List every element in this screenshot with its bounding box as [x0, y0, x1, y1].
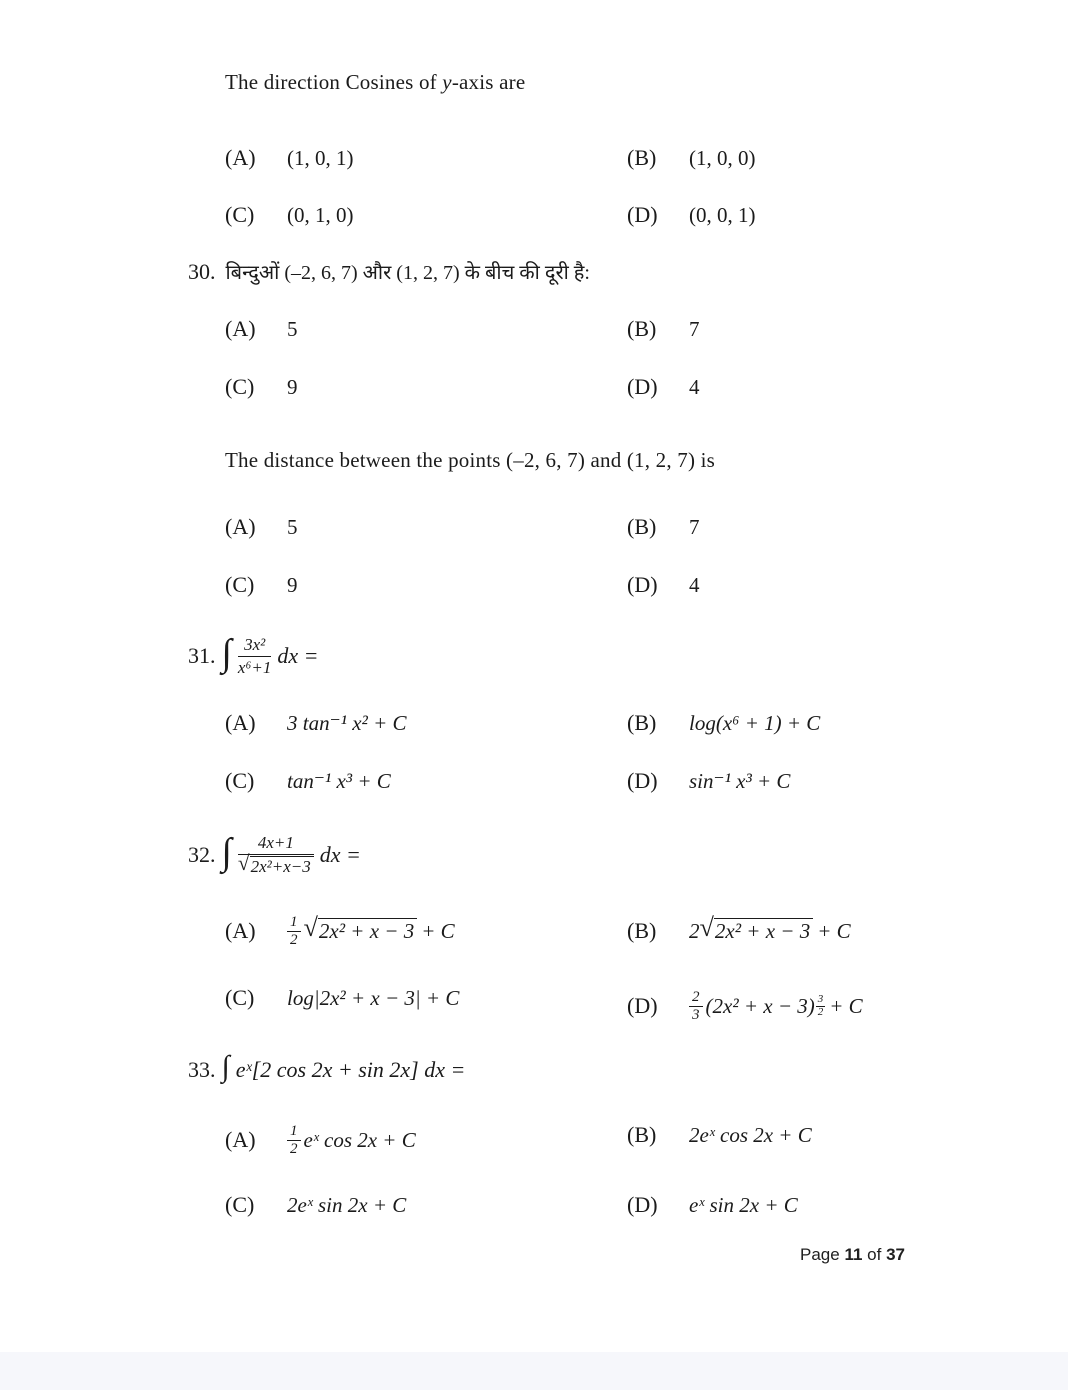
page-number: 11 [844, 1245, 863, 1264]
q32-option-c [225, 985, 459, 1011]
radical-sign: √ [699, 912, 714, 942]
base-expression: (2x² + x − 3) [705, 993, 815, 1018]
q29-option-c [225, 202, 354, 228]
option-value: (0, 1, 0) [287, 203, 354, 227]
exponent-fraction [816, 994, 826, 1018]
question-29-title-pre: The direction Cosines of [225, 70, 443, 94]
q33-option-a [225, 1118, 416, 1162]
q30e-option-b [627, 514, 700, 540]
q30e-option-c [225, 572, 298, 598]
fraction-denominator: 2 [290, 931, 298, 948]
q29-option-b [627, 145, 756, 171]
page-footer [800, 1245, 905, 1265]
fraction-numerator: 1 [287, 914, 301, 932]
option-value: log(x⁶ + 1) + C [689, 711, 821, 735]
q33-option-c [225, 1192, 406, 1218]
option-letter: (C) [225, 768, 255, 793]
option-letter: (A) [225, 514, 256, 539]
question-29-title [225, 70, 525, 95]
square-root [237, 850, 314, 877]
exponent-denominator: 2 [817, 1005, 824, 1018]
q31-option-b [627, 710, 820, 736]
fraction-denominator: x⁶+1 [237, 657, 272, 677]
option-value: (1, 0, 1) [287, 146, 354, 170]
fraction [238, 833, 314, 877]
question-number: 32. [188, 842, 216, 867]
q32-option-a [225, 905, 455, 957]
integral-sign: ∫ [221, 831, 232, 873]
radicand: 2x²+x−3 [250, 856, 314, 877]
option-tail: eˣ cos 2x + C [303, 1127, 416, 1152]
page-total: 37 [886, 1245, 905, 1264]
question-30-hindi [188, 258, 590, 285]
option-value: 5 [287, 515, 298, 539]
option-value: eˣ sin 2x + C [689, 1193, 798, 1217]
option-letter: (D) [627, 768, 658, 793]
option-letter: (A) [225, 1127, 256, 1152]
option-tail: + C [817, 918, 851, 943]
option-value: 4 [689, 573, 700, 597]
option-letter: (B) [627, 316, 657, 341]
option-letter: (B) [627, 1122, 657, 1147]
integral-sign: ∫ [221, 1050, 230, 1083]
question-31-stem [188, 625, 318, 687]
radical-sign: √ [303, 912, 318, 942]
option-letter: (B) [627, 918, 657, 943]
option-letter: (C) [225, 1192, 255, 1217]
fraction-numerator: 4x+1 [238, 833, 314, 855]
q32-option-b [627, 905, 851, 957]
question-30-hindi-text: बिन्दुओं (–2, 6, 7) और (1, 2, 7) के बीच की दूरी है: [225, 262, 590, 284]
option-value: 7 [689, 317, 700, 341]
q30e-option-a [225, 514, 298, 540]
option-letter: (A) [225, 316, 256, 341]
option-letter: (D) [627, 374, 658, 399]
question-number: 33. [188, 1057, 216, 1082]
fraction-denominator: 3 [692, 1006, 700, 1023]
option-letter: (B) [627, 710, 657, 735]
radical-sign: √ [237, 850, 250, 875]
q31-option-a [225, 710, 407, 736]
option-letter: (A) [225, 145, 256, 170]
coefficient-fraction [287, 1123, 301, 1157]
option-value: log|2x² + x − 3| + C [287, 986, 460, 1010]
option-value: 9 [287, 573, 298, 597]
option-letter: (C) [225, 572, 255, 597]
option-letter: (C) [225, 202, 255, 227]
fraction-denominator: 2 [290, 1140, 298, 1157]
option-value: 3 tan⁻¹ x² + C [287, 711, 407, 735]
option-value: 2eˣ sin 2x + C [287, 1193, 407, 1217]
option-value: 4 [689, 375, 700, 399]
question-32-stem [188, 822, 361, 888]
radicand: 2x² + x − 3 [318, 918, 417, 944]
q33-option-b [627, 1122, 812, 1148]
option-value: 7 [689, 515, 700, 539]
question-number: 31. [188, 643, 216, 668]
stem-tail: dx = [277, 643, 319, 668]
integral-sign: ∫ [221, 632, 232, 674]
option-letter: (D) [627, 202, 658, 227]
option-value: 5 [287, 317, 298, 341]
option-value: (0, 0, 1) [689, 203, 756, 227]
stem-tail: dx = [319, 842, 361, 867]
q29-option-a [225, 145, 354, 171]
option-letter: (B) [627, 145, 657, 170]
square-root [699, 912, 814, 944]
exponent-numerator: 3 [817, 992, 824, 1005]
option-letter: (D) [627, 572, 658, 597]
option-letter: (D) [627, 993, 658, 1018]
coefficient: 2 [689, 918, 700, 943]
bottom-bar [0, 1352, 1068, 1390]
option-letter: (C) [225, 985, 255, 1010]
q30e-option-d [627, 572, 700, 598]
radicand: 2x² + x − 3 [714, 918, 813, 944]
option-value: 9 [287, 375, 298, 399]
page-label: Page [800, 1245, 840, 1264]
fraction [238, 635, 271, 677]
coefficient-fraction [689, 989, 703, 1023]
q30-option-d [627, 374, 700, 400]
q30-option-c [225, 374, 298, 400]
option-letter: (A) [225, 918, 256, 943]
fraction-numerator: 1 [287, 1123, 301, 1141]
question-29-title-variable: y [442, 70, 452, 94]
option-value: tan⁻¹ x³ + C [287, 769, 391, 793]
square-root [303, 912, 418, 944]
option-letter: (D) [627, 1192, 658, 1217]
fraction-numerator: 3x² [238, 635, 271, 657]
option-tail: + C [421, 918, 455, 943]
q32-option-d [627, 980, 863, 1032]
option-value: (1, 0, 0) [689, 146, 756, 170]
q30-option-b [627, 316, 700, 342]
option-letter: (B) [627, 514, 657, 539]
coefficient-fraction [287, 914, 301, 948]
option-tail: + C [829, 993, 863, 1018]
q31-option-c [225, 768, 391, 794]
q30-option-a [225, 316, 298, 342]
question-30-english-text: The distance between the points (–2, 6, 7) and (1, 2, 7) is [225, 448, 716, 472]
fraction-denominator [237, 850, 314, 878]
option-value: sin⁻¹ x³ + C [689, 769, 791, 793]
fraction-numerator: 2 [689, 989, 703, 1007]
option-letter: (A) [225, 710, 256, 735]
option-value: 2eˣ cos 2x + C [689, 1123, 812, 1147]
q33-option-d [627, 1192, 798, 1218]
stem-body: eˣ[2 cos 2x + sin 2x] dx = [235, 1057, 466, 1082]
q31-option-d [627, 768, 790, 794]
question-29-title-post: -axis are [451, 70, 526, 94]
question-33-stem [188, 1052, 465, 1088]
of-label: of [867, 1245, 882, 1264]
q29-option-d [627, 202, 756, 228]
option-letter: (C) [225, 374, 255, 399]
question-number: 30. [188, 259, 216, 284]
